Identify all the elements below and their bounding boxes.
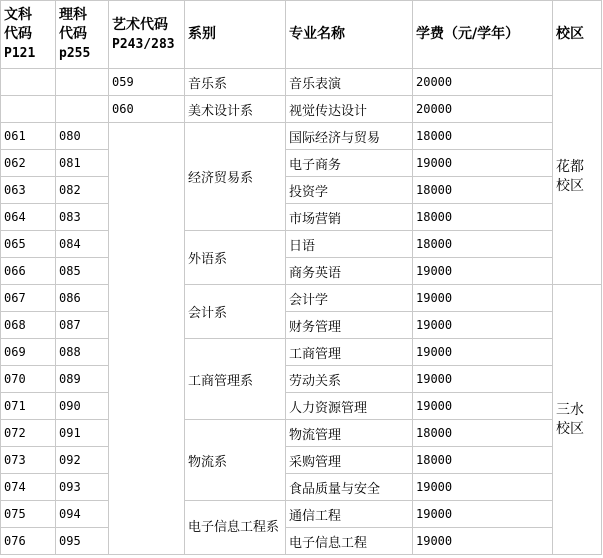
wenke-code: 067 (1, 285, 56, 312)
like-code: 090 (56, 393, 109, 420)
like-code: 081 (56, 150, 109, 177)
tuition-fee: 20000 (413, 96, 553, 123)
header-department: 系别 (185, 1, 286, 69)
header-wenke-code: 文科 代码 P121 (1, 1, 56, 69)
table-row (1, 474, 602, 501)
tuition-fee: 18000 (413, 420, 553, 447)
wenke-code: 070 (1, 366, 56, 393)
table-row (1, 420, 602, 447)
table-row (1, 258, 602, 285)
tuition-fee: 20000 (413, 69, 553, 96)
art-code-empty (109, 123, 185, 555)
tuition-fee: 18000 (413, 231, 553, 258)
major-name: 通信工程 (286, 501, 413, 528)
like-code: 083 (56, 204, 109, 231)
wenke-code: 061 (1, 123, 56, 150)
like-code: 094 (56, 501, 109, 528)
tuition-fee: 19000 (413, 501, 553, 528)
tuition-fee: 18000 (413, 204, 553, 231)
like-code: 086 (56, 285, 109, 312)
tuition-fee: 19000 (413, 150, 553, 177)
like-code: 087 (56, 312, 109, 339)
tuition-fee: 19000 (413, 339, 553, 366)
major-name: 电子信息工程 (286, 528, 413, 555)
like-code: 092 (56, 447, 109, 474)
department-cell: 会计系 (185, 285, 286, 339)
like-code (56, 96, 109, 123)
major-name: 日语 (286, 231, 413, 258)
table-row (1, 231, 602, 258)
art-code: 060 (109, 96, 185, 123)
department-cell: 美术设计系 (185, 96, 286, 123)
department-cell: 电子信息工程系 (185, 501, 286, 555)
table-row (1, 150, 602, 177)
department-cell: 物流系 (185, 420, 286, 501)
major-name: 食品质量与安全 (286, 474, 413, 501)
tuition-fee: 18000 (413, 177, 553, 204)
department-cell: 工商管理系 (185, 339, 286, 420)
campus-sanshui: 三水 校区 (553, 285, 602, 555)
like-code: 085 (56, 258, 109, 285)
tuition-fee: 19000 (413, 312, 553, 339)
table-row (1, 393, 602, 420)
wenke-code: 073 (1, 447, 56, 474)
table-row (1, 366, 602, 393)
major-name: 商务英语 (286, 258, 413, 285)
major-name: 音乐表演 (286, 69, 413, 96)
like-code: 084 (56, 231, 109, 258)
wenke-code: 074 (1, 474, 56, 501)
major-name: 视觉传达设计 (286, 96, 413, 123)
header-art-code: 艺术代码 P243/283 (109, 1, 185, 69)
wenke-code (1, 96, 56, 123)
wenke-code (1, 69, 56, 96)
header-row (1, 1, 602, 69)
wenke-code: 075 (1, 501, 56, 528)
wenke-code: 069 (1, 339, 56, 366)
like-code: 095 (56, 528, 109, 555)
major-name: 电子商务 (286, 150, 413, 177)
table-row (1, 312, 602, 339)
art-code: 059 (109, 69, 185, 96)
table-row (1, 285, 602, 312)
tuition-fee: 19000 (413, 528, 553, 555)
table-row (1, 501, 602, 528)
header-campus: 校区 (553, 1, 602, 69)
table-row (1, 96, 602, 123)
like-code: 088 (56, 339, 109, 366)
wenke-code: 071 (1, 393, 56, 420)
major-name: 劳动关系 (286, 366, 413, 393)
campus-huadu: 花都 校区 (553, 69, 602, 285)
tuition-fee: 18000 (413, 123, 553, 150)
department-cell: 经济贸易系 (185, 123, 286, 231)
tuition-fee: 19000 (413, 393, 553, 420)
table-row (1, 204, 602, 231)
department-cell: 音乐系 (185, 69, 286, 96)
like-code: 080 (56, 123, 109, 150)
wenke-code: 076 (1, 528, 56, 555)
tuition-fee: 19000 (413, 258, 553, 285)
header-tuition: 学费（元/学年） (413, 1, 553, 69)
tuition-fee: 19000 (413, 285, 553, 312)
department-cell: 外语系 (185, 231, 286, 285)
header-like-code: 理科 代码 p255 (56, 1, 109, 69)
wenke-code: 064 (1, 204, 56, 231)
tuition-fee: 19000 (413, 474, 553, 501)
tuition-fee: 19000 (413, 366, 553, 393)
wenke-code: 068 (1, 312, 56, 339)
major-name: 国际经济与贸易 (286, 123, 413, 150)
major-name: 投资学 (286, 177, 413, 204)
major-name: 财务管理 (286, 312, 413, 339)
like-code: 089 (56, 366, 109, 393)
wenke-code: 063 (1, 177, 56, 204)
like-code (56, 69, 109, 96)
table-row (1, 177, 602, 204)
wenke-code: 066 (1, 258, 56, 285)
table-row (1, 528, 602, 555)
major-name: 会计学 (286, 285, 413, 312)
header-major: 专业名称 (286, 1, 413, 69)
like-code: 082 (56, 177, 109, 204)
wenke-code: 065 (1, 231, 56, 258)
major-name: 人力资源管理 (286, 393, 413, 420)
major-name: 工商管理 (286, 339, 413, 366)
table-row (1, 447, 602, 474)
tuition-fee: 18000 (413, 447, 553, 474)
wenke-code: 062 (1, 150, 56, 177)
table-row (1, 339, 602, 366)
table-row (1, 69, 602, 96)
like-code: 093 (56, 474, 109, 501)
major-name: 采购管理 (286, 447, 413, 474)
major-name: 物流管理 (286, 420, 413, 447)
table-row (1, 123, 602, 150)
like-code: 091 (56, 420, 109, 447)
major-name: 市场营销 (286, 204, 413, 231)
wenke-code: 072 (1, 420, 56, 447)
